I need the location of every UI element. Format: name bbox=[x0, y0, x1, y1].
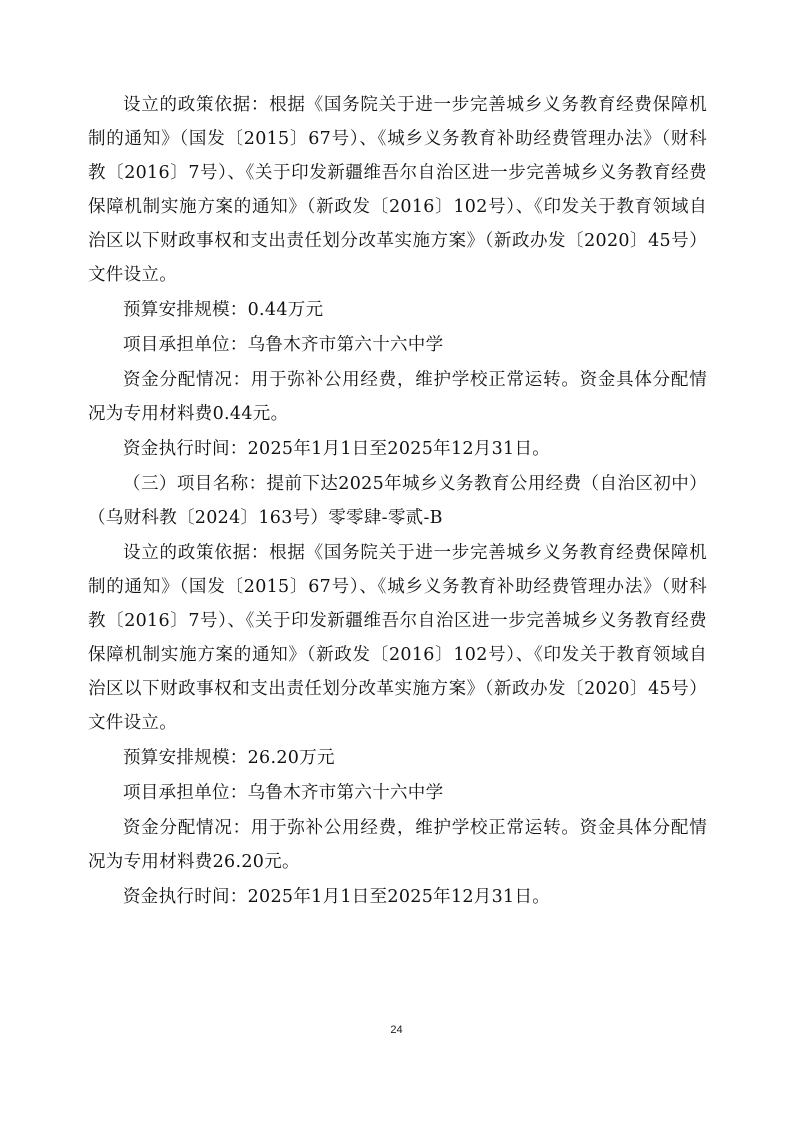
paragraph-undertaking-unit-2: 项目承担单位：乌鲁木齐市第六十六中学 bbox=[123, 783, 444, 803]
paragraph-execution-time-2: 资金执行时间：2025年1月1日至2025年12月31日。 bbox=[123, 887, 551, 907]
paragraph-execution-time-1: 资金执行时间：2025年1月1日至2025年12月31日。 bbox=[123, 439, 551, 459]
paragraph-project-name-3: （三）项目名称：提前下达2025年城乡义务教育公用经费（自治区初中）（乌财科教〔2024〕163号）零零肆-零贰-B bbox=[88, 474, 707, 528]
paragraph-budget-scale-1: 预算安排规模：0.44万元 bbox=[123, 300, 324, 320]
paragraph-fund-allocation-2: 资金分配情况：用于弥补公用经费，维护学校正常运转。资金具体分配情况为专用材料费26.20元。 bbox=[88, 818, 707, 872]
paragraph-budget-scale-2: 预算安排规模：26.20万元 bbox=[123, 748, 335, 768]
paragraph-policy-basis-1: 设立的政策依据：根据《国务院关于进一步完善城乡义务教育经费保障机制的通知》（国发〔2015〕67号）、《城乡义务教育补助经费管理办法》（财科教〔2016〕7号）、《关于印发新疆维吾尔自治区进一步完善城乡义务教育经费保障机制实施方案的通知》（新政发〔2016〕102号）、《印发关于教育领域自治区以下财政事权和支出责任划分改革实施方案》（新政办发〔2020〕45号）文件设立。 bbox=[88, 95, 707, 285]
paragraph-policy-basis-2: 设立的政策依据：根据《国务院关于进一步完善城乡义务教育经费保障机制的通知》（国发〔2015〕67号）、《城乡义务教育补助经费管理办法》（财科教〔2016〕7号）、《关于印发新疆维吾尔自治区进一步完善城乡义务教育经费保障机制实施方案的通知》（新政发〔2016〕102号）、《印发关于教育领域自治区以下财政事权和支出责任划分改革实施方案》（新政办发〔2020〕45号）文件设立。 bbox=[88, 543, 707, 733]
paragraph-undertaking-unit-1: 项目承担单位：乌鲁木齐市第六十六中学 bbox=[123, 335, 444, 355]
page-number: 24 bbox=[390, 1024, 403, 1036]
paragraph-fund-allocation-1: 资金分配情况：用于弥补公用经费，维护学校正常运转。资金具体分配情况为专用材料费0.44元。 bbox=[88, 370, 707, 424]
